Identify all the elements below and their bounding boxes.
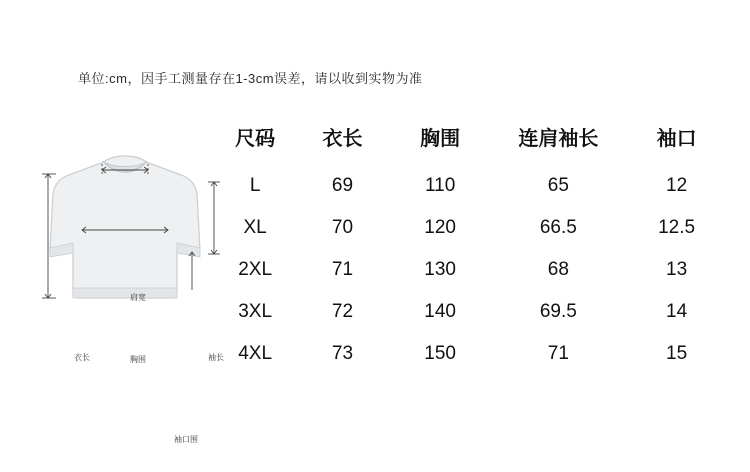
length-label: 衣长 <box>74 353 90 362</box>
cell-size: 3XL <box>238 301 273 322</box>
cell-size: XL <box>243 217 267 238</box>
cuff-label: 袖口围 <box>174 435 198 444</box>
table-row <box>214 207 728 249</box>
cell-cuff: 14 <box>666 301 688 322</box>
cell-bust: 120 <box>424 217 456 238</box>
cell-cuff: 13 <box>666 259 688 280</box>
column-header-bust: 胸围 <box>420 128 461 150</box>
table-header <box>214 118 728 165</box>
column-header-size: 尺码 <box>235 128 276 150</box>
cell-bust: 140 <box>424 301 456 322</box>
table-row <box>214 291 728 333</box>
size-table-container <box>214 118 728 375</box>
table-row <box>214 333 728 375</box>
sleeve-label: 袖长 <box>208 353 224 362</box>
cell-sleeve: 65 <box>547 175 569 196</box>
garment-diagram <box>34 140 224 444</box>
cuff-leader-line <box>189 252 195 290</box>
table-header-row <box>214 118 728 165</box>
hem <box>73 288 177 298</box>
cell-bust: 110 <box>425 175 456 196</box>
cell-cuff: 12.5 <box>658 217 696 238</box>
sweater-outline <box>50 156 200 298</box>
table-row <box>214 249 728 291</box>
cell-size: L <box>249 175 261 196</box>
cell-length: 73 <box>331 343 354 364</box>
size-table <box>214 118 728 375</box>
table-row <box>214 165 728 207</box>
cell-length: 72 <box>331 301 354 322</box>
cell-length: 71 <box>331 259 354 280</box>
cell-size: 4XL <box>238 343 273 364</box>
cell-length: 70 <box>331 217 354 238</box>
cell-length: 69 <box>331 175 354 196</box>
cell-cuff: 15 <box>666 343 688 364</box>
cell-cuff: 12 <box>666 175 688 196</box>
column-header-length: 衣长 <box>322 128 363 150</box>
cell-sleeve: 66.5 <box>539 217 577 238</box>
column-header-sleeve: 连肩袖长 <box>518 128 599 150</box>
table-body <box>214 165 728 375</box>
cell-bust: 130 <box>424 259 456 280</box>
cell-sleeve: 68 <box>547 259 569 280</box>
cell-bust: 150 <box>424 343 456 364</box>
measurement-note: 单位:cm，因手工测量存在1-3cm误差，请以收到实物为准 <box>78 71 423 86</box>
cell-sleeve: 71 <box>547 343 569 364</box>
cell-size: 2XL <box>238 259 273 280</box>
shoulder-label: 肩宽 <box>130 293 146 302</box>
chest-label: 胸围 <box>130 355 146 364</box>
cell-sleeve: 69.5 <box>539 301 577 322</box>
column-header-cuff: 袖口 <box>656 128 697 150</box>
